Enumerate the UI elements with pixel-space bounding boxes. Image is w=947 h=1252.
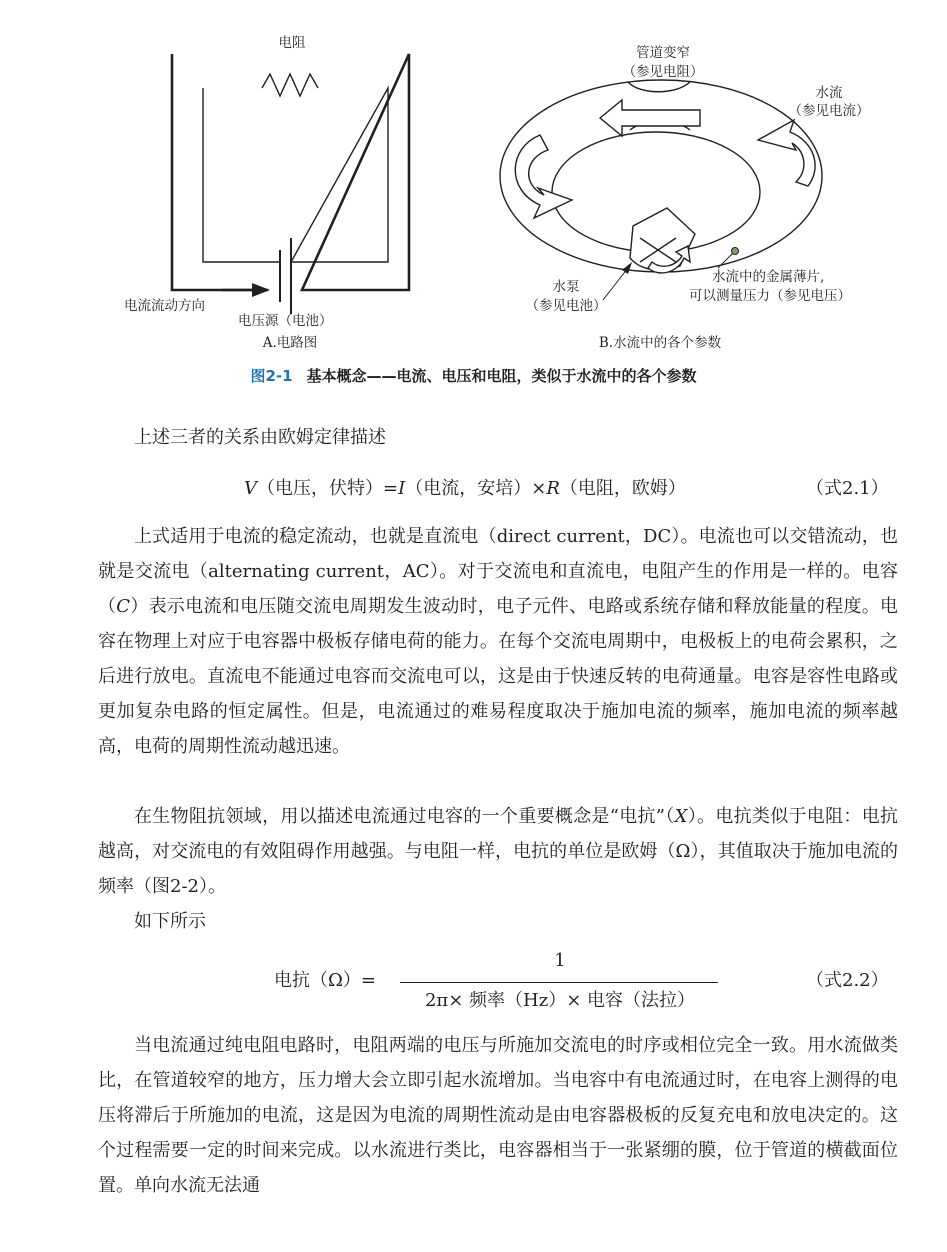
p3-text-b: ）。电抗类似于电阻：电抗越高，对交流电的有效阻碍作用越强。与电阻一样，电抗的单位是欧姆（Ω），其值取决于施加电流的频率（图2-2）。	[98, 806, 898, 897]
eq1-part2: （电流，安培）×	[405, 478, 547, 499]
equation-2-2-label: （式2.2）	[806, 970, 889, 991]
p2-text-a: 上式适用于电流的稳定流动，也就是直流电（direct current，DC）。电流也可以交错流动，也就是交流电（alternating current，AC）。对于交流电和直流电，电阻产生的作用是一样的。电容（	[98, 526, 898, 617]
narrowing-label: 管道变窄	[636, 45, 690, 61]
eq1-part3: （电阻，欧姆）	[559, 478, 686, 499]
current-direction-label: 电流流动方向	[124, 298, 205, 314]
narrowing-ref: （参见电阻）	[622, 64, 704, 80]
eq2-denominator: 2π× 频率（Hz）× 电容（法拉）	[424, 990, 696, 1011]
paragraph-dc-ac-capacitance	[98, 519, 898, 764]
paragraph-ohms-law-intro: 上述三者的关系由欧姆定律描述	[134, 427, 386, 448]
sensor-label: 水流中的金属薄片,	[712, 269, 825, 285]
figure-caption	[0, 365, 947, 386]
sensor-ref: 可以测量压力（参见电压）	[689, 288, 851, 304]
eq1-v: V	[244, 478, 257, 499]
paragraph-as-follows: 如下所示	[134, 911, 206, 932]
resistor-label: 电阻	[278, 35, 306, 51]
flow-arrow-top	[600, 100, 700, 136]
p3-symbol-x: X	[674, 806, 688, 827]
circuit-diagram	[172, 54, 409, 314]
eq2-lhs: 电抗（Ω）=	[274, 970, 377, 991]
p2-text-b: ）表示电流和电压随交流电周期发生波动时，电子元件、电路或系统存储和释放能量的程度。电容在物理上对应于电容器中极板存储电荷的能力。在每个交流电周期中，电极板上的电荷会累积，之后进行放电。直流电不能通过电容而交流电可以，这是由于快速反转的电荷通量。电容是容性电路或更加复杂电路的恒定属性。但是，电流通过的难易程度取决于施加电流的频率，施加电流的频率越高，电荷的周期性流动越迅速。	[98, 596, 899, 757]
equation-2-1	[244, 474, 686, 500]
voltage-source-label: 电压源（电池）	[238, 313, 333, 329]
equation-2-1-label: （式2.1）	[806, 478, 889, 499]
p2-symbol-c: C	[116, 596, 131, 617]
current-arrowhead	[252, 283, 270, 297]
p3-text-a: 在生物阻抗领域，用以描述电流通过电容的一个重要概念是“电抗”（	[134, 806, 675, 827]
water-subcaption: B.水流中的各个参数	[598, 335, 722, 351]
circuit-subcaption: A.电路图	[262, 335, 318, 351]
eq1-part1: （电压，伏特）=	[257, 478, 399, 499]
flow-label: 水流	[815, 85, 843, 101]
resistor-zigzag	[262, 74, 318, 96]
figure-caption-text: 基本概念——电流、电压和电阻，类似于水流中的各个参数	[306, 367, 697, 385]
eq1-i: I	[398, 478, 406, 499]
figure-2-1	[0, 0, 947, 400]
paragraph-reactance	[98, 799, 898, 904]
eq1-r: R	[546, 478, 560, 499]
pump-label: 水泵	[552, 279, 580, 295]
flow-arrow-right	[758, 120, 815, 186]
pressure-sensor-dot	[732, 248, 739, 255]
eq2-numerator: 1	[554, 950, 566, 971]
flow-ref: （参见电流）	[788, 103, 870, 119]
figure-drawing	[0, 0, 947, 400]
paragraph-phase: 当电流通过纯电阻电路时，电阻两端的电压与所施加交流电的时序或相位完全一致。用水流做类比，在管道较窄的地方，压力增大会立即引起水流增加。当电容中有电流通过时，在电容上测得的电压将滞后于所施加的电流，这是因为电流的周期性流动是由电容器极板的反复充电和放电决定的。这个过程需要一定的时间来完成。以水流进行类比，电容器相当于一张紧绷的膜，位于管道的横截面位置。单向水流无法通	[98, 1035, 898, 1196]
figure-number: 图2-1	[250, 367, 293, 385]
eq2-fraction-bar	[400, 982, 718, 983]
pump-ref: （参见电池）	[525, 298, 607, 314]
